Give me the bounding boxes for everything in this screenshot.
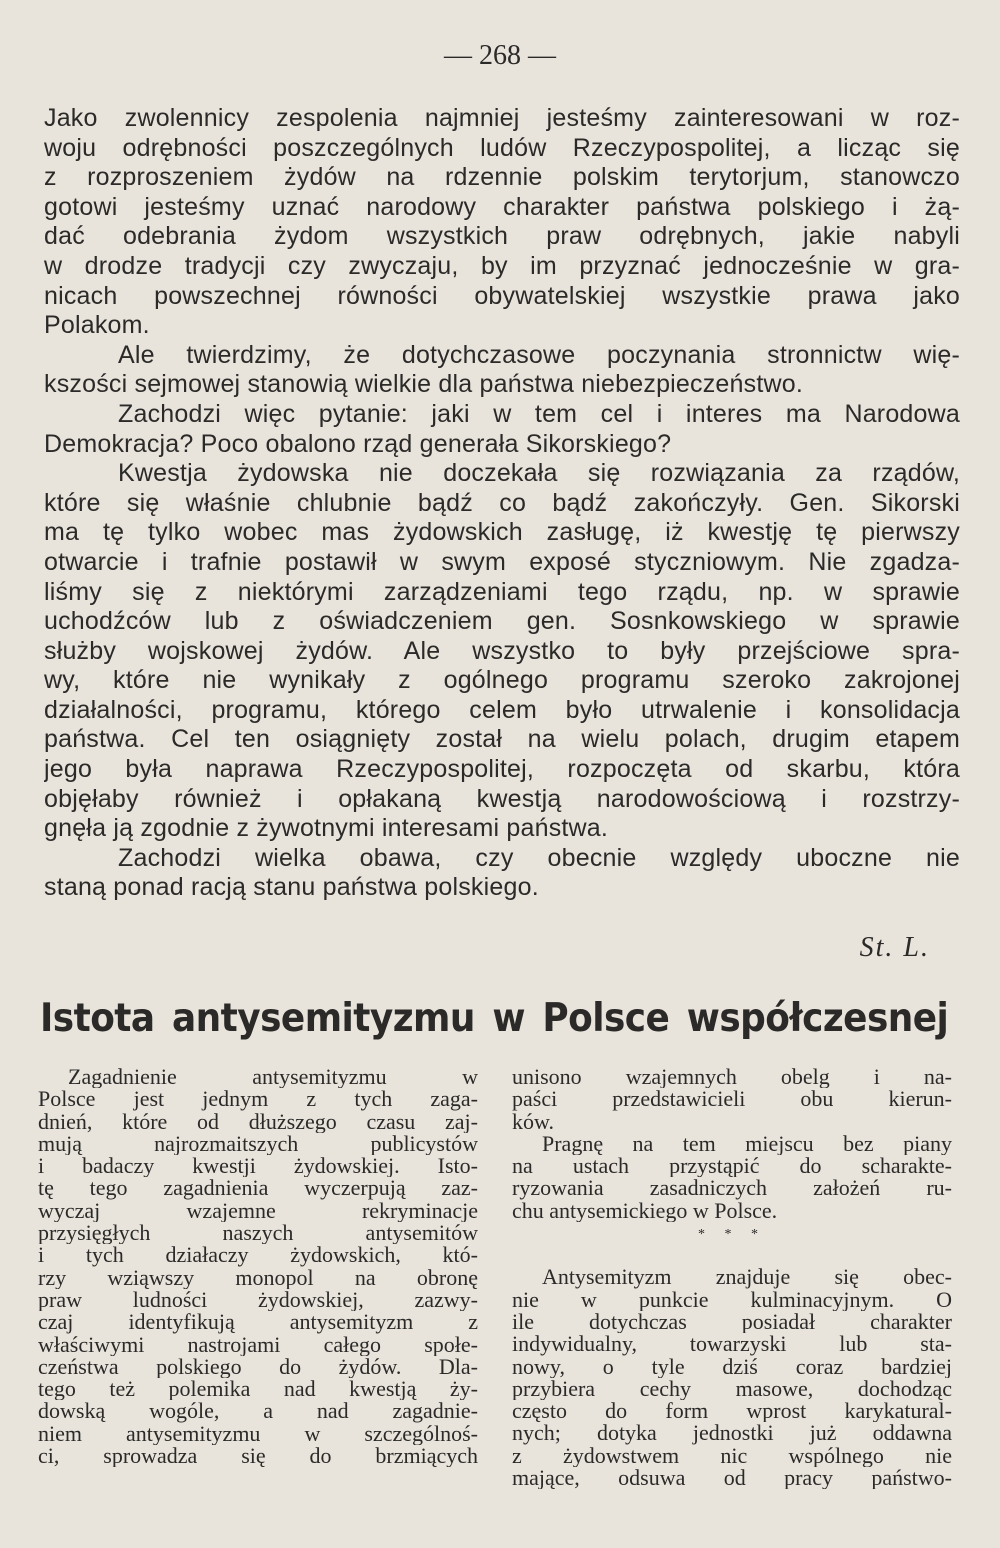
text-line: ryzowania zasadniczych założeń ru- [512, 1177, 952, 1200]
text-line: liśmy się z niektórymi zarządzeniami tego rządu, np. w sprawie [44, 577, 960, 606]
text-line: gnęła ją zgodnie z żywotnymi interesami państwa. [44, 814, 609, 843]
text-line: Polsce jest jednym z tych zaga- [38, 1088, 478, 1111]
text-line: czaj identyfikują antysemityzm z [38, 1311, 478, 1334]
text-line: Pragnę na tem miejscu bez piany [542, 1132, 952, 1156]
text-line: mują najrozmaitszych publicystów [38, 1132, 478, 1156]
text-line: unisono wzajemnych obelg i na- [512, 1066, 952, 1089]
text-line: wyczaj wzajemne rekryminacje [38, 1199, 478, 1223]
left-column [38, 1066, 478, 1467]
text-line: w drodze tradycji czy zwyczaju, by im przyznać jednocześnie w gra- [44, 251, 960, 280]
text-line: Demokracja? Poco obalono rząd generała Sikorskiego? [44, 429, 672, 458]
text-line: Zachodzi wielka obawa, czy obecnie względy uboczne nie [118, 843, 960, 872]
text-line: Antysemityzm znajduje się obec- [542, 1266, 952, 1289]
text-line: indywidualny, towarzyski lub sta- [512, 1333, 952, 1356]
article-continuation [44, 104, 960, 903]
text-line: państwa. Cel ten osiągnięty został na wielu polach, drugim etapem [44, 725, 960, 754]
text-line: chu antysemickiego w Polsce. [512, 1199, 778, 1223]
text-line: wy, które nie wynikały z ogólnego programu szeroko zakrojonej [44, 666, 960, 695]
page-number: — 268 — [444, 40, 556, 71]
text-line: nowy, o tyle dziś coraz bardziej [512, 1355, 952, 1378]
text-line: które się właśnie chlubnie bądź co bądź zakończyły. Gen. Sikorski [44, 488, 960, 517]
text-line: nych; dotyka jednostki już oddawna [512, 1422, 952, 1445]
text-line: nicach powszechnej równości obywatelskiej wszystkie prawa jako [44, 281, 960, 310]
text-line: ci, sprowadza się do brzmiących [38, 1445, 478, 1468]
text-line: woju odrębności poszczególnych ludów Rzeczypospolitej, a licząc się [44, 133, 960, 162]
text-line: Zachodzi więc pytanie: jaki w tem cel i interes ma Narodowa [118, 399, 960, 428]
text-line: ile dotychczas posiadał charakter [512, 1310, 952, 1334]
text-line: otwarcie i trafnie postawił w swym exposé styczniowym. Nie zgadza- [44, 547, 960, 576]
text-line: tę tego zagadnienia wyczerpują zaz- [38, 1177, 478, 1200]
text-line: uchodźców lub z oświadczeniem gen. Sosnkowskiego w sprawie [44, 607, 960, 636]
text-line: dowską wogóle, a nad zagadnie- [38, 1400, 478, 1423]
right-column [512, 1066, 952, 1489]
text-line: właściwymi nastrojami całego społe- [38, 1333, 478, 1356]
text-line: służby wojskowej żydów. Ale wszystko to były przejściowe spra- [44, 636, 960, 665]
text-line: niem antysemityzmu w szczególnoś- [38, 1422, 478, 1446]
text-line: przysięgłych naszych antysemitów [38, 1222, 478, 1245]
text-line: ma tę tylko wobec mas żydowskich zasługę, iż kwestję tę pierwszy [44, 518, 960, 547]
text-line: i badaczy kwestji żydowskiej. Isto- [38, 1155, 478, 1178]
section-separator: * * * [698, 1227, 766, 1243]
text-line: praw ludności żydowskiej, zazwy- [38, 1288, 478, 1312]
text-line: Jako zwolennicy zespolenia najmniej jesteśmy zainteresowani w roz- [44, 104, 960, 132]
text-line: działalności, programu, którego celem było utrwalenie i konsolidacja [44, 695, 960, 724]
text-line: z rozproszeniem żydów na rdzennie polskim terytorjum, stanowczo [44, 163, 960, 192]
text-line: dnień, które od dłuższego czasu zaj- [38, 1110, 478, 1133]
text-line: z żydowstwem nic wspólnego nie [512, 1444, 952, 1468]
text-line: Kwestja żydowska nie doczekała się rozwiązania za rządów, [118, 459, 960, 488]
text-line: jego była naprawa Rzeczypospolitej, rozpoczęta od skarbu, która [44, 755, 960, 784]
text-line: Zagadnienie antysemityzmu w [68, 1066, 478, 1089]
article-title: Istota antysemityzmu w Polsce współczesnej [40, 996, 949, 1041]
text-line: dać odebrania żydom wszystkich praw odrębnych, jakie nabyli [44, 222, 960, 251]
text-line: i tych działaczy żydowskich, któ- [38, 1244, 478, 1267]
text-line: nie w punkcie kulminacyjnym. O [512, 1288, 952, 1311]
text-line: na ustach przystąpić do scharakte- [512, 1155, 952, 1178]
text-line: Polakom. [44, 311, 150, 340]
text-line: ków. [512, 1110, 554, 1133]
text-line: tego też polemika nad kwestją ży- [38, 1378, 478, 1401]
text-line: kszości sejmowej stanowią wielkie dla państwa niebezpieczeństwo. [44, 370, 803, 399]
text-line: paści przedstawicieli obu kierun- [512, 1088, 952, 1111]
text-line: mające, odsuwa od pracy państwo- [512, 1467, 952, 1490]
author-signature: St. L. [859, 932, 930, 963]
text-line: staną ponad racją stanu państwa polskiego. [44, 873, 539, 902]
text-line: Ale twierdzimy, że dotychczasowe poczynania stronnictw wię- [118, 340, 960, 369]
text-line: rzy wziąwszy monopol na obronę [38, 1266, 478, 1289]
text-line: często do form wprost karykatural- [512, 1400, 952, 1423]
text-line: czeństwa polskiego do żydów. Dla- [38, 1355, 478, 1379]
text-line: przybiera cechy masowe, dochodząc [512, 1377, 952, 1401]
text-line: gotowi jesteśmy uznać narodowy charakter państwa polskiego i żą- [44, 192, 960, 221]
text-line: objęłaby również i opłakaną kwestją narodowościową i rozstrzy- [44, 784, 960, 813]
